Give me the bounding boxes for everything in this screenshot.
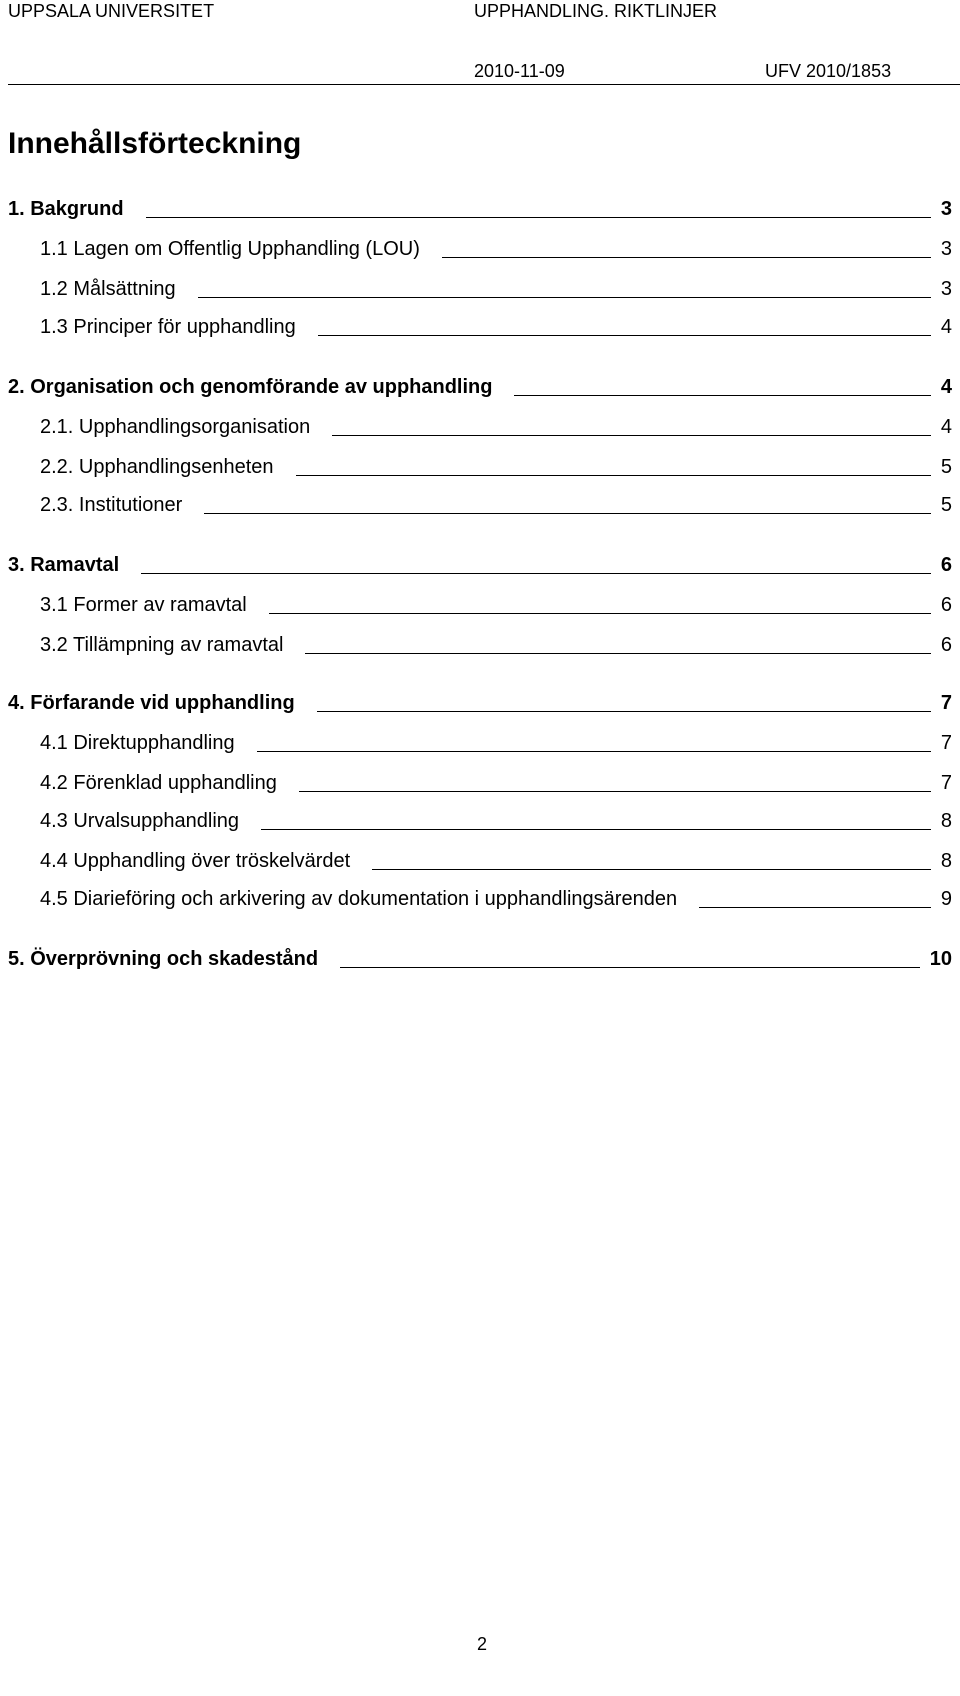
toc-entry-page: 3 xyxy=(940,198,952,220)
toc-leader xyxy=(305,653,930,654)
toc-entry-label: 2.2. Upphandlingsenheten xyxy=(40,456,274,478)
toc-entry-label: 2. Organisation och genomförande av upphandling xyxy=(8,376,493,398)
toc-leader xyxy=(257,751,931,752)
toc-entry-label: 4.1 Direktupphandling xyxy=(40,732,235,754)
toc-entry[interactable] xyxy=(40,236,952,262)
header-rule xyxy=(8,84,960,85)
toc-entry-page: 8 xyxy=(940,850,952,872)
toc-entry-label: 3.1 Former av ramavtal xyxy=(40,594,247,616)
toc-entry-label: 2.1. Upphandlingsorganisation xyxy=(40,416,311,438)
toc-entry-label: 4.4 Upphandling över tröskelvärdet xyxy=(40,850,351,872)
toc-entry[interactable] xyxy=(40,632,952,658)
toc-leader xyxy=(269,613,931,614)
toc-leader xyxy=(141,573,931,574)
header-date: 2010-11-09 xyxy=(474,61,565,81)
toc-entry-label: 4.3 Urvalsupphandling xyxy=(40,810,240,832)
toc-entry-page: 7 xyxy=(940,732,952,754)
toc-entry-page: 9 xyxy=(940,888,952,910)
toc-leader xyxy=(372,869,931,870)
toc-entry-page: 7 xyxy=(940,772,952,794)
toc-entry[interactable] xyxy=(40,276,952,302)
toc-leader xyxy=(261,829,931,830)
toc-entry-label: 1.3 Principer för upphandling xyxy=(40,316,296,338)
toc-entry[interactable] xyxy=(8,690,952,716)
toc-entry[interactable] xyxy=(8,552,952,578)
toc-entry-label: 1. Bakgrund xyxy=(8,198,124,220)
toc-leader xyxy=(204,513,931,514)
toc-entry[interactable] xyxy=(40,592,952,618)
toc-entry-page: 3 xyxy=(940,238,952,260)
toc-entry-page: 6 xyxy=(940,594,952,616)
toc-entry-page: 3 xyxy=(940,278,952,300)
toc-leader xyxy=(514,395,930,396)
toc-entry[interactable] xyxy=(8,946,952,972)
toc-leader xyxy=(198,297,931,298)
toc-entry-page: 4 xyxy=(940,316,952,338)
toc-entry[interactable] xyxy=(8,196,952,222)
toc-leader xyxy=(340,967,920,968)
toc-leader xyxy=(332,435,931,436)
header-doc-type: UPPHANDLING. RIKTLINJER xyxy=(474,1,718,21)
toc-entry[interactable] xyxy=(40,492,952,518)
toc-title: Innehållsförteckning xyxy=(8,127,302,160)
toc-leader xyxy=(296,475,931,476)
toc-entry[interactable] xyxy=(40,770,952,796)
toc-leader xyxy=(699,907,931,908)
toc-leader xyxy=(146,217,931,218)
toc-entry-page: 6 xyxy=(940,634,952,656)
toc-entry-label: 1.2 Målsättning xyxy=(40,278,176,300)
header-org: UPPSALA UNIVERSITET xyxy=(8,1,215,21)
toc-entry[interactable] xyxy=(40,414,952,440)
toc-entry-label: 4.2 Förenklad upphandling xyxy=(40,772,277,794)
toc-entry-label: 3. Ramavtal xyxy=(8,554,120,576)
toc-entry-label: 1.1 Lagen om Offentlig Upphandling (LOU) xyxy=(40,238,420,260)
toc-entry-page: 10 xyxy=(929,948,952,970)
toc-entry-page: 7 xyxy=(940,692,952,714)
toc-entry[interactable] xyxy=(40,730,952,756)
toc-leader xyxy=(317,711,931,712)
toc-entry-page: 6 xyxy=(940,554,952,576)
toc-leader xyxy=(442,257,931,258)
toc-entry[interactable] xyxy=(40,886,952,912)
toc-entry-label: 5. Överprövning och skadestånd xyxy=(8,948,319,970)
toc-entry-label: 2.3. Institutioner xyxy=(40,494,183,516)
toc-entry[interactable] xyxy=(40,454,952,480)
toc-entry-page: 5 xyxy=(940,456,952,478)
toc-entry-page: 4 xyxy=(940,376,952,398)
toc-entry-page: 5 xyxy=(940,494,952,516)
header-ref: UFV 2010/1853 xyxy=(765,61,892,81)
toc-entry-label: 4. Förfarande vid upphandling xyxy=(8,692,295,714)
toc-entry[interactable] xyxy=(40,848,952,874)
page-number: 2 xyxy=(477,1634,488,1654)
toc-entry-page: 4 xyxy=(940,416,952,438)
toc-leader xyxy=(299,791,931,792)
toc-leader xyxy=(318,335,931,336)
toc-entry-page: 8 xyxy=(940,810,952,832)
toc-entry[interactable] xyxy=(40,808,952,834)
toc-entry-label: 3.2 Tillämpning av ramavtal xyxy=(40,634,284,656)
toc-entry[interactable] xyxy=(8,374,952,400)
toc-entry[interactable] xyxy=(40,314,952,340)
toc-entry-label: 4.5 Diarieföring och arkivering av dokumentation i upphandlingsärenden xyxy=(40,888,678,910)
